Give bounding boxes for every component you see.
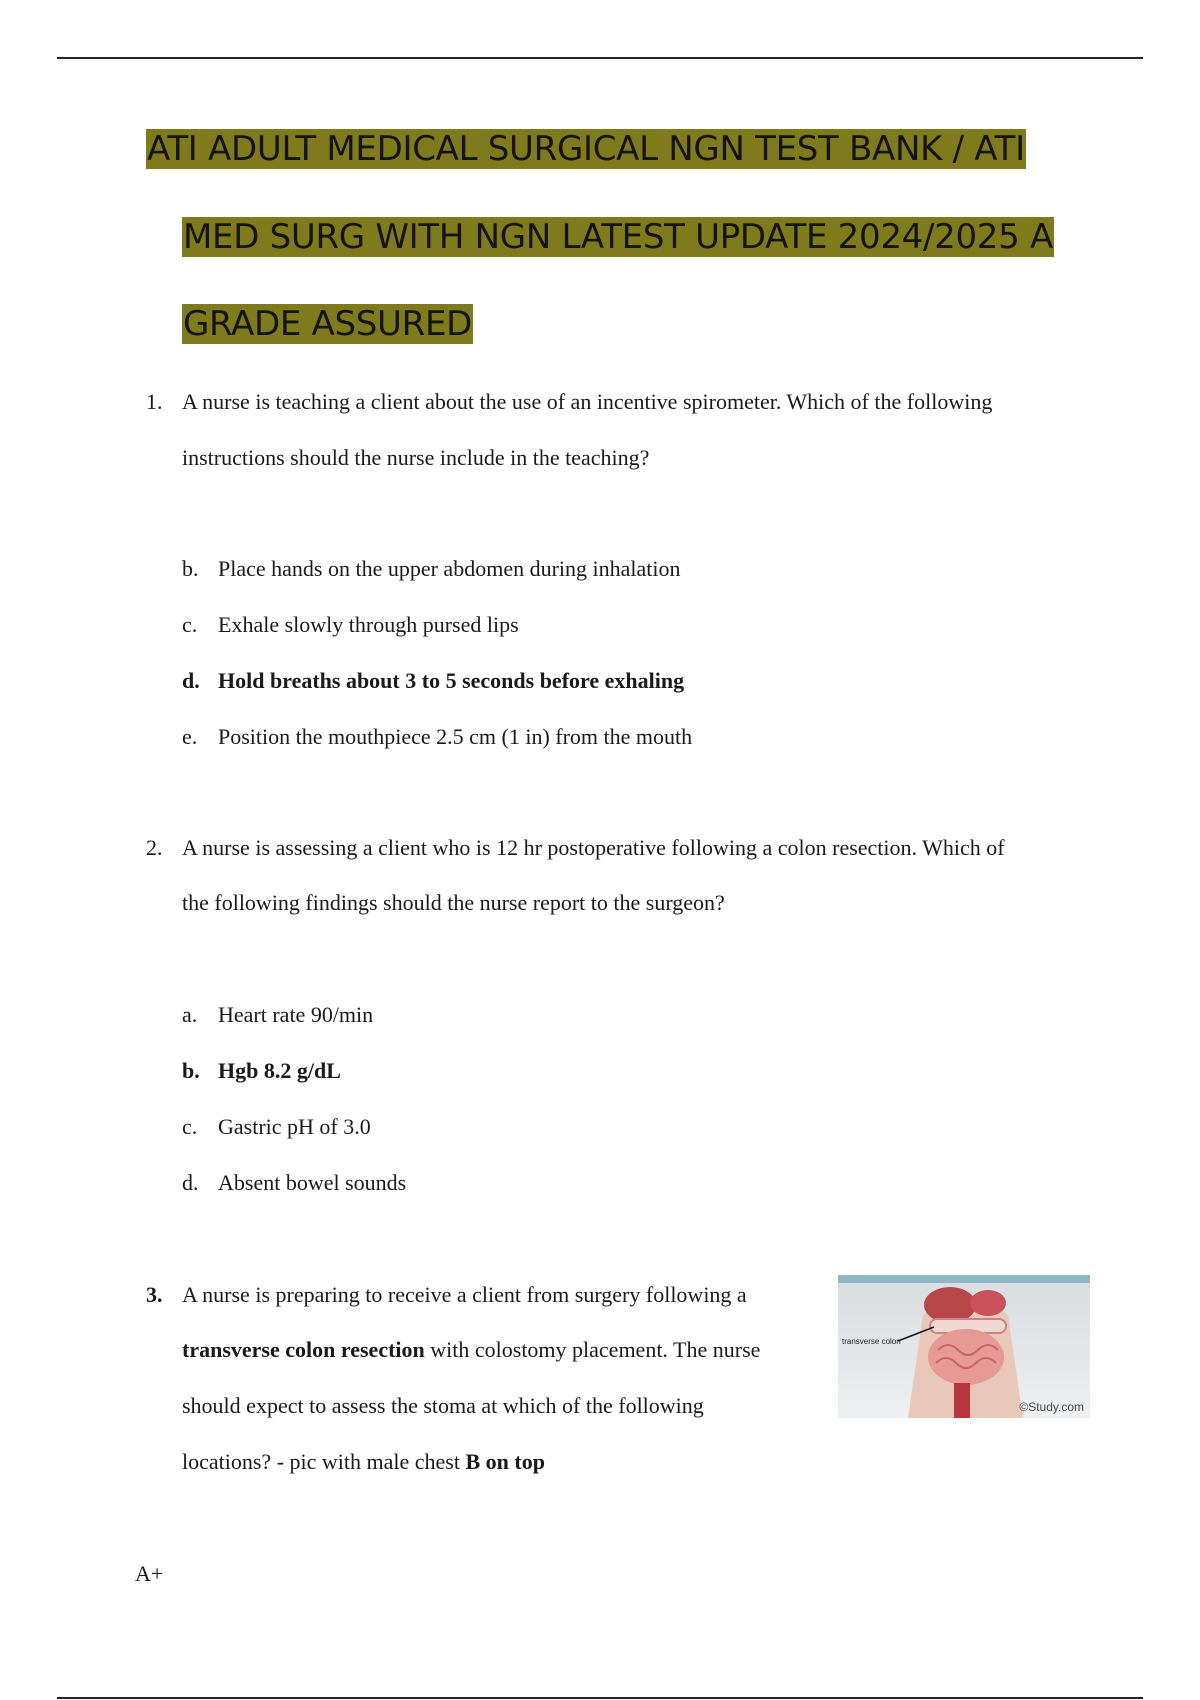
question-2-number: 2. bbox=[146, 835, 163, 860]
option-letter-correct: b. bbox=[182, 1058, 200, 1083]
transverse-colon-label: transverse colon bbox=[842, 1337, 901, 1346]
option-text: Place hands on the upper abdomen during inhalation bbox=[218, 556, 681, 581]
option-text: Exhale slowly through pursed lips bbox=[218, 612, 519, 637]
footer-grade: A+ bbox=[135, 1561, 164, 1586]
document-title-line-2: MED SURG WITH NGN LATEST UPDATE 2024/2025 A bbox=[183, 217, 1053, 257]
stomach-shape bbox=[970, 1290, 1006, 1316]
document-title-line-3: GRADE ASSURED bbox=[183, 304, 473, 344]
liver-shape bbox=[924, 1287, 976, 1323]
digestive-tract-illustration bbox=[838, 1275, 1090, 1418]
question-1-number: 1. bbox=[146, 389, 163, 414]
option-text-correct: Hold breaths about 3 to 5 seconds before exhaling bbox=[218, 668, 685, 693]
small-intestine-shape bbox=[928, 1329, 1004, 1385]
option-letter: e. bbox=[182, 724, 198, 749]
question-2-text-line-1: A nurse is assessing a client who is 12 hr postoperative following a colon resection. Which of bbox=[182, 835, 1005, 860]
option-text: Gastric pH of 3.0 bbox=[218, 1114, 371, 1139]
question-3-text-line-3: should expect to assess the stoma at which of the following bbox=[182, 1393, 704, 1418]
option-letter: c. bbox=[182, 1114, 198, 1139]
question-1-text-line-2: instructions should the nurse include in the teaching? bbox=[182, 445, 650, 470]
option-letter: b. bbox=[182, 556, 199, 581]
option-text: Absent bowel sounds bbox=[218, 1170, 407, 1195]
top-rule bbox=[57, 57, 1143, 59]
question-3-line-2-rest: with colostomy placement. The nurse bbox=[424, 1337, 761, 1362]
question-3-line-4-start: locations? - pic with male chest bbox=[182, 1449, 466, 1474]
question-3-bold-term: transverse colon resection bbox=[182, 1337, 425, 1362]
study-com-watermark: ©Study.com bbox=[1019, 1400, 1084, 1414]
rectum-shape bbox=[954, 1383, 970, 1418]
option-text-correct: Hgb 8.2 g/dL bbox=[218, 1058, 341, 1083]
question-3-answer-hint: B on top bbox=[465, 1449, 545, 1474]
bottom-rule bbox=[57, 1697, 1143, 1699]
question-3-text-line-2 bbox=[182, 1336, 760, 1364]
option-text: Heart rate 90/min bbox=[218, 1002, 374, 1027]
question-2-text-line-2: the following findings should the nurse report to the surgeon? bbox=[182, 890, 725, 915]
option-letter-correct: d. bbox=[182, 668, 200, 693]
option-letter: a. bbox=[182, 1002, 198, 1027]
option-letter: c. bbox=[182, 612, 198, 637]
question-3-text-line-4 bbox=[182, 1448, 545, 1476]
option-text: Position the mouthpiece 2.5 cm (1 in) from the mouth bbox=[218, 724, 693, 749]
question-3-text-line-1: A nurse is preparing to receive a client from surgery following a bbox=[182, 1282, 747, 1307]
document-title-line-1: ATI ADULT MEDICAL SURGICAL NGN TEST BANK / ATI bbox=[147, 129, 1025, 169]
question-3-number: 3. bbox=[146, 1282, 163, 1307]
question-1-text-line-1: A nurse is teaching a client about the use of an incentive spirometer. Which of the following bbox=[182, 389, 993, 414]
colon-anatomy-image bbox=[838, 1275, 1090, 1418]
option-letter: d. bbox=[182, 1170, 199, 1195]
